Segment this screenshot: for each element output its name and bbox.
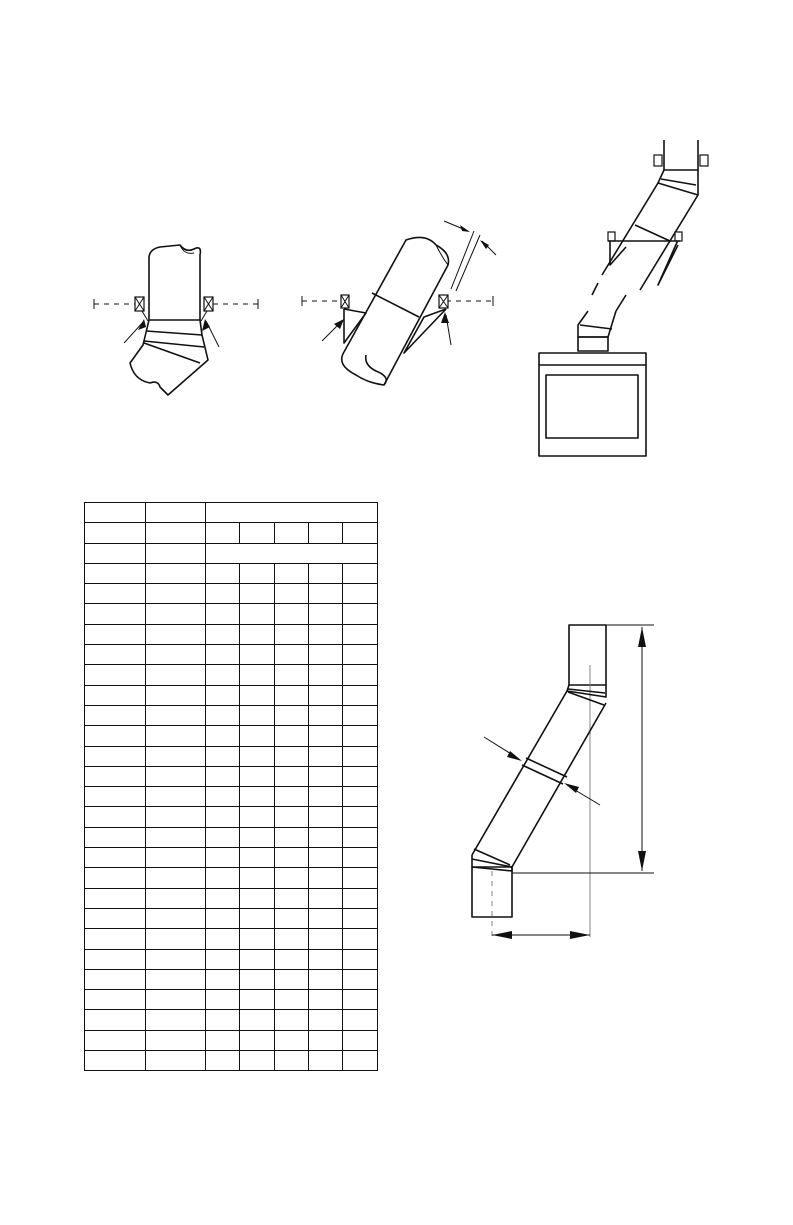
table-row bbox=[85, 848, 378, 868]
table-row bbox=[85, 1030, 378, 1050]
table-row bbox=[85, 929, 378, 949]
dim-arrowhead-right bbox=[480, 240, 489, 249]
strap-vertical-figure bbox=[80, 235, 280, 405]
table-row bbox=[85, 827, 378, 847]
appliance-cabinet bbox=[539, 353, 646, 456]
diagonal-joint-2 bbox=[522, 765, 563, 784]
strap-angled-figure bbox=[296, 215, 506, 400]
pipe-body bbox=[149, 245, 200, 320]
table-row bbox=[85, 503, 378, 523]
elbow-seam-1 bbox=[146, 331, 202, 335]
diagonal-joint-1 bbox=[526, 758, 567, 777]
lower-elbow-seam bbox=[580, 325, 612, 329]
table-row bbox=[85, 766, 378, 786]
table-row bbox=[85, 746, 378, 766]
strap-bracket-right bbox=[404, 309, 446, 353]
height-arrowhead-top bbox=[638, 627, 646, 647]
table-row bbox=[85, 705, 378, 725]
table-row bbox=[85, 868, 378, 888]
mid-bracket-left bbox=[610, 240, 626, 265]
table-row bbox=[85, 949, 378, 969]
vent-offset-grid bbox=[84, 502, 378, 1071]
table-row bbox=[85, 1010, 378, 1030]
arrow-left bbox=[124, 321, 144, 343]
diameter-arrowhead-right bbox=[564, 783, 579, 793]
table-row bbox=[85, 1051, 378, 1071]
appliance-offset-figure bbox=[530, 135, 730, 460]
table-row bbox=[85, 888, 378, 908]
clearance-line-2 bbox=[456, 235, 480, 291]
appliance-window bbox=[546, 375, 638, 438]
vent-offset-table bbox=[84, 502, 378, 1071]
table-row bbox=[85, 990, 378, 1010]
strap-top-right bbox=[700, 155, 708, 166]
table-row bbox=[85, 665, 378, 685]
table-row bbox=[85, 543, 378, 563]
table-body bbox=[85, 503, 378, 1071]
lower-elbow bbox=[578, 311, 616, 337]
table-row bbox=[85, 908, 378, 928]
table-row bbox=[85, 807, 378, 827]
table-row bbox=[85, 685, 378, 705]
strap-mid-left bbox=[608, 232, 615, 241]
clearance-line-1 bbox=[451, 231, 474, 289]
table-row bbox=[85, 645, 378, 665]
table-row bbox=[85, 726, 378, 746]
pipe-break bbox=[592, 283, 626, 311]
pipe-joint bbox=[372, 293, 419, 317]
table-row bbox=[85, 787, 378, 807]
width-arrowhead-right bbox=[570, 931, 590, 939]
table-row bbox=[85, 604, 378, 624]
elbow-section bbox=[130, 320, 208, 395]
table-row bbox=[85, 969, 378, 989]
diagonal-pipe-left bbox=[472, 691, 567, 855]
table-row bbox=[85, 563, 378, 583]
height-arrowhead-bottom bbox=[638, 851, 646, 871]
table-row bbox=[85, 584, 378, 604]
top-collar bbox=[664, 140, 698, 170]
diameter-arrowhead-left bbox=[507, 751, 522, 761]
width-arrowhead-left bbox=[492, 931, 512, 939]
offset-dimension-figure bbox=[460, 615, 670, 945]
table-row bbox=[85, 523, 378, 543]
dim-arrowhead-top bbox=[460, 225, 470, 232]
diagonal-pipe-right bbox=[640, 195, 698, 290]
pipe-end bbox=[342, 352, 387, 385]
strap-top-left bbox=[654, 155, 662, 166]
diagonal-pipe-right bbox=[512, 703, 606, 867]
mid-bracket-right bbox=[658, 240, 678, 285]
flue-collar bbox=[578, 337, 608, 351]
table-row bbox=[85, 624, 378, 644]
strap-bracket-left bbox=[344, 309, 366, 343]
top-collar bbox=[569, 625, 606, 685]
diagonal-joint bbox=[635, 225, 670, 241]
arrowhead-right bbox=[202, 319, 210, 331]
strap-mid-right bbox=[675, 232, 682, 241]
arrowhead-left bbox=[138, 319, 146, 330]
upper-elbow-seam bbox=[661, 179, 696, 185]
